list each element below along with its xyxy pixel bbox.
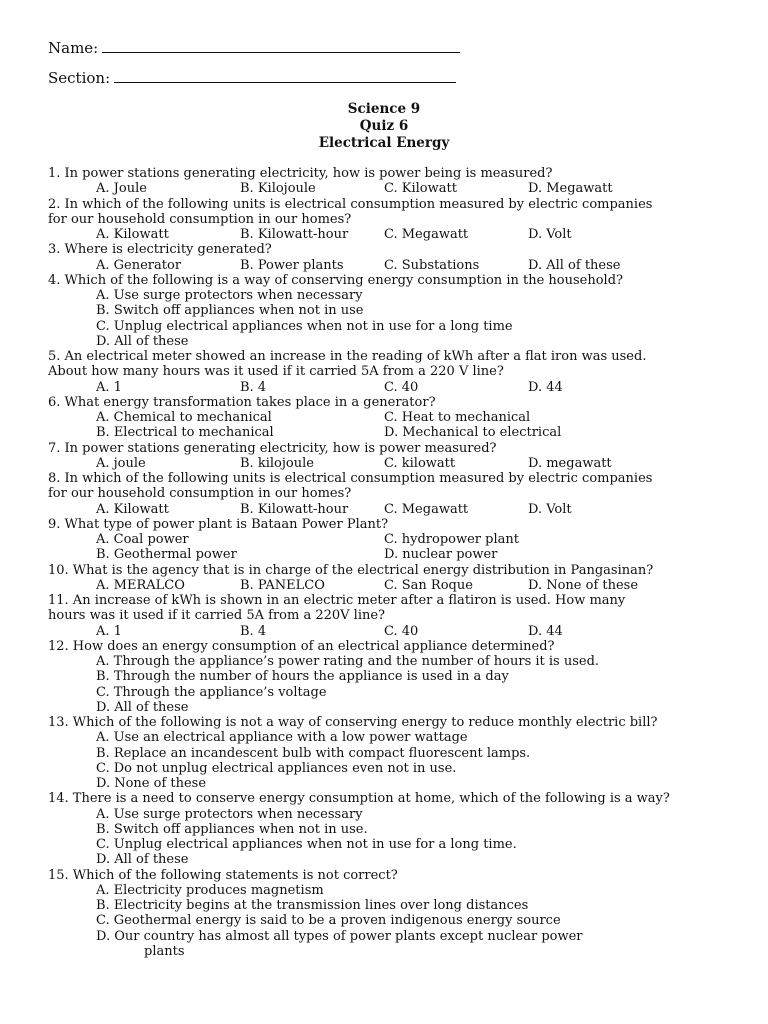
answer-choice[interactable]: C. hydropower plant [384, 532, 519, 547]
answer-choice[interactable]: B. PANELCO [240, 577, 325, 593]
answer-choice[interactable]: D. Volt [528, 501, 572, 517]
answer-choice[interactable]: B. Kilowatt-hour [240, 501, 349, 517]
answer-choice[interactable]: A. MERALCO [96, 577, 185, 593]
question-text: 2. In which of the following units is electrical consumption measured by electric companies [48, 196, 653, 212]
answer-choice[interactable]: C. San Roque [384, 577, 473, 593]
answer-choice[interactable]: D. Volt [528, 227, 572, 242]
question-text: 12. How does an energy consumption of an electrical appliance determined? [48, 638, 555, 654]
question-text: 11. An increase of kWh is shown in an electric meter after a flatiron is used. How many [48, 593, 626, 608]
name-field [48, 38, 460, 57]
name-label: Name: [48, 39, 99, 57]
quiz-title: Quiz 6 [359, 118, 409, 134]
answer-choice[interactable]: D. Megawatt [528, 181, 613, 197]
answer-choice-continuation: plants [144, 943, 185, 959]
choice-row [48, 258, 760, 273]
choice-row [48, 410, 760, 425]
choice-row [48, 532, 760, 547]
choice-row [48, 578, 760, 593]
answer-choice[interactable]: B. kilojoule [240, 455, 314, 471]
choice-row [48, 425, 760, 440]
answer-choice[interactable]: A. Through the appliance’s power rating and the number of hours it is used. [96, 654, 600, 669]
answer-choice[interactable]: B. Electricity begins at the transmission lines over long distances [96, 898, 529, 913]
question-text: hours was it used if it carried 5A from a 220V line? [48, 608, 386, 624]
answer-choice[interactable]: C. Kilowatt [384, 181, 457, 197]
question-list [48, 166, 760, 959]
answer-choice[interactable]: A. Kilowatt [96, 227, 169, 242]
answer-choice[interactable]: D. Our country has almost all types of power plants except nuclear power [96, 928, 583, 944]
answer-choice[interactable]: C. Do not unplug electrical appliances even not in use. [96, 760, 457, 776]
answer-choice[interactable]: A. joule [96, 455, 146, 471]
answer-choice[interactable]: A. Use an electrical appliance with a low power wattage [96, 730, 468, 746]
question-text: 14. There is a need to conserve energy consumption at home, which of the following is a way? [48, 791, 670, 807]
answer-choice[interactable]: D. megawatt [528, 455, 612, 471]
answer-choice[interactable]: C. 40 [384, 379, 419, 395]
answer-choice[interactable]: A. Coal power [96, 532, 189, 547]
answer-choice[interactable]: C. Megawatt [384, 227, 469, 242]
answer-choice[interactable]: A. Use surge protectors when necessary [96, 288, 363, 303]
answer-choice[interactable]: C. Megawatt [384, 501, 469, 517]
answer-choice[interactable]: C. Unplug electrical appliances when not in use for a long time [96, 318, 513, 334]
question-text: 13. Which of the following is not a way of conserving energy to reduce monthly electric bill? [48, 715, 658, 730]
answer-choice[interactable]: D. None of these [528, 577, 639, 593]
question-text: 4. Which of the following is a way of conserving energy consumption in the household? [48, 272, 623, 288]
answer-choice[interactable]: B. Kilowatt-hour [240, 227, 349, 242]
answer-choice[interactable]: B. Switch off appliances when not in use. [96, 821, 368, 837]
answer-choice[interactable]: D. nuclear power [384, 547, 498, 563]
answer-choice[interactable]: B. Through the number of hours the appliance is used in a day [96, 669, 509, 685]
answer-choice[interactable]: A. Generator [96, 257, 182, 273]
answer-choice[interactable]: C. Heat to mechanical [384, 410, 531, 425]
question-text: 1. In power stations generating electricity, how is power being is measured? [48, 166, 553, 181]
section-field [48, 68, 456, 87]
answer-choice[interactable]: C. kilowatt [384, 455, 456, 471]
answer-choice[interactable]: D. All of these [528, 257, 621, 273]
answer-choice[interactable]: B. Kilojoule [240, 181, 316, 197]
answer-choice[interactable]: D. 44 [528, 623, 563, 639]
answer-choice[interactable]: D. Mechanical to electrical [384, 425, 562, 441]
section-blank[interactable] [114, 68, 456, 83]
answer-choice[interactable]: B. Switch off appliances when not in use [96, 303, 364, 319]
answer-choice[interactable]: D. 44 [528, 379, 563, 395]
answer-choice[interactable]: C. Substations [384, 257, 480, 273]
question-text: 15. Which of the following statements is not correct? [48, 867, 398, 883]
question-text: 8. In which of the following units is electrical consumption measured by electric companies [48, 471, 653, 486]
answer-choice[interactable]: B. Power plants [240, 257, 344, 273]
answer-choice[interactable]: B. Replace an incandescent bulb with compact fluorescent lamps. [96, 745, 531, 761]
answer-choice[interactable]: B. 4 [240, 623, 267, 639]
answer-choice[interactable]: D. All of these [96, 333, 189, 349]
subject-title: Science 9 [347, 101, 421, 117]
choice-row [48, 624, 760, 639]
answer-choice[interactable]: A. Kilowatt [96, 501, 169, 517]
question-text: 9. What type of power plant is Bataan Power Plant? [48, 516, 389, 532]
choice-row [48, 380, 760, 395]
answer-choice[interactable]: A. Electricity produces magnetism [96, 882, 324, 898]
topic-title: Electrical Energy [318, 135, 450, 151]
answer-choice[interactable]: A. Chemical to mechanical [96, 410, 272, 425]
question-text: 6. What energy transformation takes place in a generator? [48, 394, 436, 410]
question-text: About how many hours was it used if it carried 5A from a 220 V line? [48, 364, 504, 380]
choice-row [48, 227, 760, 242]
answer-choice[interactable]: A. 1 [96, 379, 122, 395]
choice-row [48, 456, 760, 471]
answer-choice[interactable]: C. Unplug electrical appliances when not in use for a long time. [96, 837, 517, 852]
question-text: for our household consumption in our homes? [48, 211, 352, 227]
answer-choice[interactable]: B. Electrical to mechanical [96, 425, 274, 441]
answer-choice[interactable]: C. 40 [384, 623, 419, 639]
question-text: 5. An electrical meter showed an increase in the reading of kWh after a flat iron was used. [48, 349, 647, 364]
answer-choice[interactable]: C. Through the appliance’s voltage [96, 684, 327, 700]
choice-row [48, 502, 760, 517]
answer-choice[interactable]: D. None of these [96, 776, 207, 791]
answer-choice[interactable]: B. Geothermal power [96, 547, 237, 563]
question-text: 3. Where is electricity generated? [48, 242, 272, 258]
question-text: 7. In power stations generating electricity, how is power measured? [48, 440, 497, 456]
question-text: 10. What is the agency that is in charge of the electrical energy distribution in Pangasinan? [48, 562, 654, 578]
choice-row [48, 181, 760, 196]
question-text: for our household consumption in our homes? [48, 486, 352, 502]
answer-choice[interactable]: B. 4 [240, 379, 267, 395]
answer-choice[interactable]: A. Joule [96, 181, 147, 197]
answer-choice[interactable]: D. All of these [96, 852, 189, 868]
answer-choice[interactable]: A. 1 [96, 623, 122, 639]
choice-row [48, 547, 760, 562]
answer-choice[interactable]: A. Use surge protectors when necessary [96, 806, 363, 822]
name-blank[interactable] [102, 38, 460, 53]
answer-choice[interactable]: C. Geothermal energy is said to be a proven indigenous energy source [96, 913, 561, 929]
section-label: Section: [48, 69, 111, 87]
answer-choice[interactable]: D. All of these [96, 699, 189, 715]
